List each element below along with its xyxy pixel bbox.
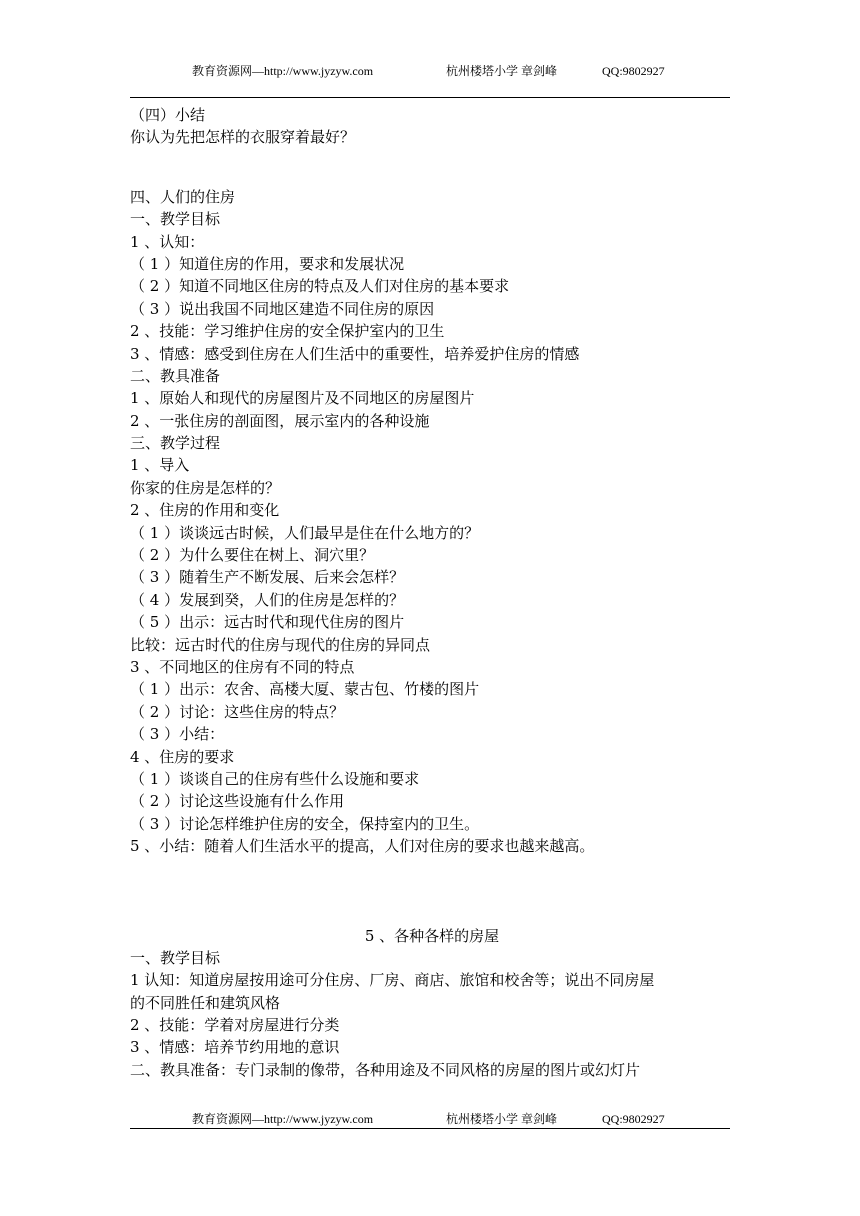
text-line: 的不同胜任和建筑风格 — [130, 993, 281, 1012]
section-title: 5 、各种各样的房屋 — [364, 926, 500, 945]
header-school: 杭州楼塔小学 章剑峰 — [446, 64, 558, 78]
text-line: 4 、住房的要求 — [130, 747, 235, 766]
text-line: 5 、小结：随着人们生活水平的提高，人们对住房的要求也越来越高。 — [130, 837, 595, 856]
text-line: （ 1 ）出示：农舍、高楼大厦、蒙古包、竹楼的图片 — [130, 680, 480, 699]
footer-school: 杭州楼塔小学 章剑峰 — [446, 1112, 558, 1126]
text-line: （ 2 ）讨论这些设施有什么作用 — [130, 792, 345, 811]
text-line: （ 1 ）谈谈远古时候，人们最早是住在什么地方的？ — [130, 523, 480, 542]
text-line: 1 、认知： — [130, 232, 205, 251]
text-line: 1 认知：知道房屋按用途可分住房、厂房、商店、旅馆和校舍等；说出不同房屋 — [130, 971, 655, 990]
text-line: （ 3 ）小结： — [130, 725, 225, 744]
header-site: 教育资源网—http://www.jyzyw.com — [192, 64, 374, 78]
header-rule — [130, 97, 730, 98]
section-heading: 四、人们的住房 — [130, 187, 236, 206]
text-line: 1 、导入 — [130, 456, 190, 475]
document-body — [130, 104, 734, 1081]
text-line: （ 5 ）出示：远古时代和现代住房的图片 — [130, 613, 405, 632]
text-line: 二、教具准备 — [130, 366, 221, 385]
text-line: （ 2 ）讨论：这些住房的特点？ — [130, 702, 345, 721]
section-houses — [130, 925, 734, 1082]
text-line: （ 1 ）知道住房的作用，要求和发展状况 — [130, 254, 405, 273]
section-summary — [130, 104, 734, 149]
text-line: 3 、情感：感受到住房在人们生活中的重要性，培养爱护住房的情感 — [130, 344, 580, 363]
text-line: 二、教具准备：专门录制的像带，各种用途及不同风格的房屋的图片或幻灯片 — [130, 1060, 641, 1079]
text-line: （ 2 ）知道不同地区住房的特点及人们对住房的基本要求 — [130, 277, 510, 296]
text-line: 你认为先把怎样的衣服穿着最好？ — [130, 128, 356, 147]
section-housing — [130, 186, 734, 858]
text-line: （ 3 ）说出我国不同地区建造不同住房的原因 — [130, 299, 435, 318]
text-line: 比较：远古时代的住房与现代的住房的异同点 — [130, 635, 431, 654]
text-line: （ 3 ）讨论怎样维护住房的安全，保持室内的卫生。 — [130, 814, 480, 833]
text-line: 3 、不同地区的住房有不同的特点 — [130, 657, 355, 676]
text-line: （四）小结 — [130, 106, 206, 124]
text-line: 一、教学目标 — [130, 948, 221, 967]
text-line: 2 、技能：学习维护住房的安全保护室内的卫生 — [130, 322, 445, 341]
text-line: 一、教学目标 — [130, 210, 221, 229]
text-line: （ 4 ）发展到癸，人们的住房是怎样的？ — [130, 590, 405, 609]
text-line: 2 、一张住房的剖面图，展示室内的各种设施 — [130, 411, 430, 430]
footer-qq: QQ:9802927 — [602, 1112, 665, 1126]
text-line: （ 2 ）为什么要住在树上、洞穴里？ — [130, 546, 375, 565]
text-line: 三、教学过程 — [130, 434, 221, 453]
text-line: （ 3 ）随着生产不断发展、后来会怎样？ — [130, 568, 405, 587]
text-line: 1 、原始人和现代的房屋图片及不同地区的房屋图片 — [130, 389, 475, 408]
text-line: （ 1 ）谈谈自己的住房有些什么设施和要求 — [130, 769, 420, 788]
text-line: 你家的住房是怎样的？ — [130, 478, 281, 497]
footer-rule — [130, 1128, 730, 1129]
header-qq: QQ:9802927 — [602, 64, 665, 78]
text-line: 2 、技能：学着对房屋进行分类 — [130, 1016, 340, 1035]
text-line: 2 、住房的作用和变化 — [130, 501, 280, 520]
text-line: 3 、情感：培养节约用地的意识 — [130, 1038, 340, 1057]
footer-site: 教育资源网—http://www.jyzyw.com — [192, 1112, 374, 1126]
